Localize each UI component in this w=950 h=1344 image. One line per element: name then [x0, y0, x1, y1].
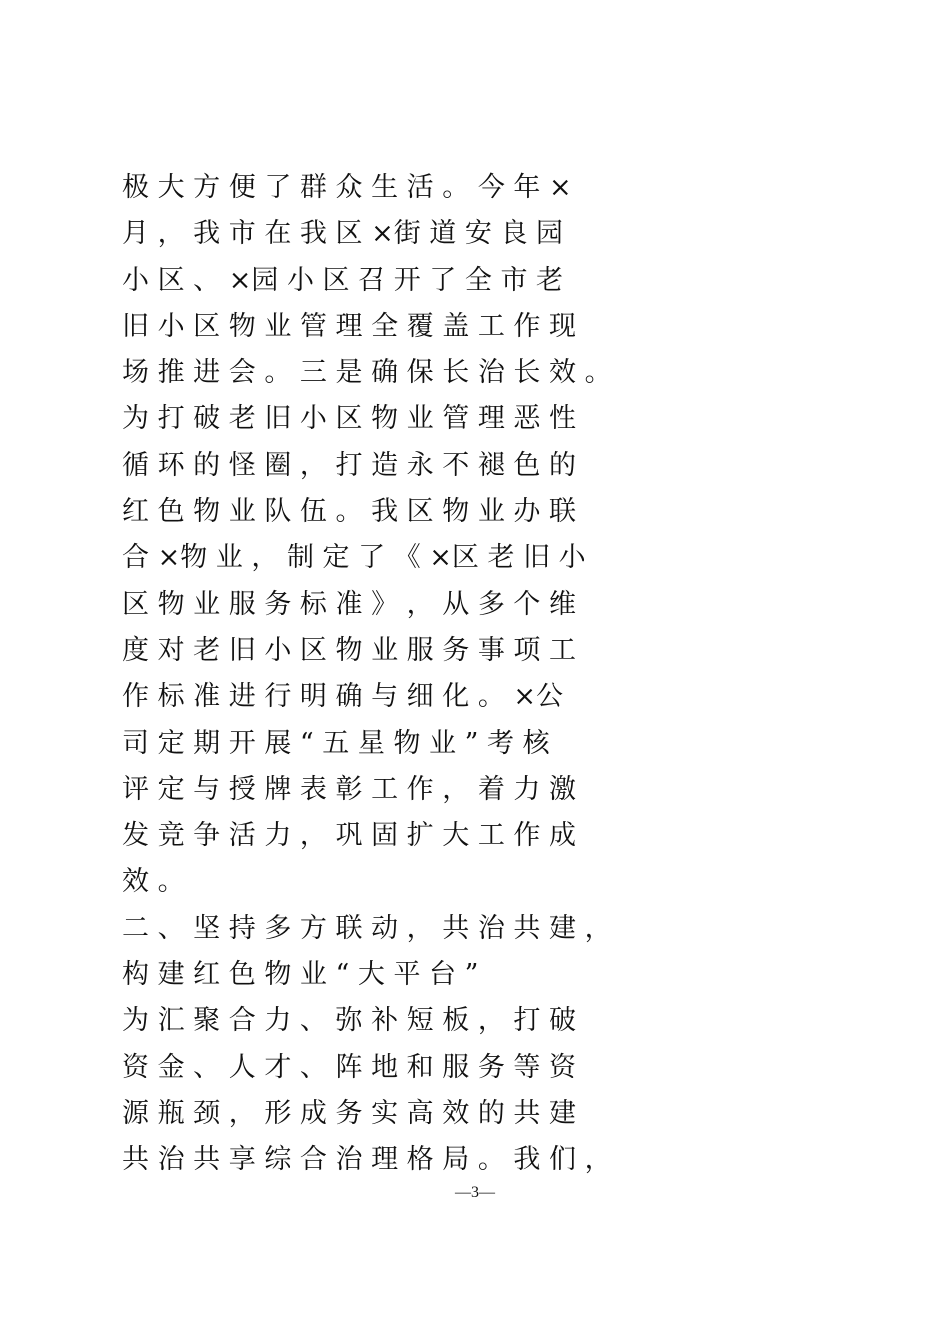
section-heading-line: 二 、 坚 持 多 方 联 动 ， 共 治 共 建 ， — [122, 912, 612, 944]
text-line: 资 金 、 人 才 、 阵 地 和 服 务 等 资 — [122, 1051, 576, 1083]
page-number: —3— — [455, 1184, 495, 1201]
text-line: 场 推 进 会 。 三 是 确 保 长 治 长 效 。 — [122, 357, 612, 389]
text-line: 司 定 期 开 展 “ 五 星 物 业 ” 考 核 — [122, 727, 550, 759]
text-line: 共 治 共 享 综 合 治 理 格 局 。 我 们 ， — [122, 1144, 612, 1176]
text-line: 为 汇 聚 合 力 、 弥 补 短 板 ， 打 破 — [122, 1005, 576, 1037]
section-heading-line: 构 建 红 色 物 业 “ 大 平 台 ” — [122, 959, 479, 991]
text-line: 小 区 、 ×园 小 区 召 开 了 全 市 老 — [122, 264, 564, 296]
text-line: 循 环 的 怪 圈 ， 打 造 永 不 褪 色 的 — [122, 449, 576, 481]
text-line: 源 瓶 颈 ， 形 成 务 实 高 效 的 共 建 — [122, 1097, 576, 1129]
text-line: 月 ， 我 市 在 我 区 ×街 道 安 良 园 — [122, 218, 564, 250]
text-line: 效 。 — [122, 866, 185, 898]
text-line: 评 定 与 授 牌 表 彰 工 作 ， 着 力 激 — [122, 773, 576, 805]
text-line: 作 标 准 进 行 明 确 与 细 化 。 ×公 — [122, 681, 564, 713]
text-line: 为 打 破 老 旧 小 区 物 业 管 理 恶 性 — [122, 403, 576, 435]
text-line: 发 竞 争 活 力 ， 巩 固 扩 大 工 作 成 — [122, 820, 576, 852]
text-line: 极 大 方 便 了 群 众 生 活 。 今 年 × — [122, 172, 572, 203]
text-line: 旧 小 区 物 业 管 理 全 覆 盖 工 作 现 — [122, 310, 576, 342]
body-text — [122, 165, 842, 1184]
text-line: 合 ×物 业 ， 制 定 了 《 ×区 老 旧 小 — [122, 542, 586, 574]
text-line: 红 色 物 业 队 伍 。 我 区 物 业 办 联 — [122, 496, 576, 528]
text-line: 度 对 老 旧 小 区 物 业 服 务 事 项 工 — [122, 634, 576, 666]
text-line: 区 物 业 服 务 标 准 》 ， 从 多 个 维 — [122, 588, 576, 620]
